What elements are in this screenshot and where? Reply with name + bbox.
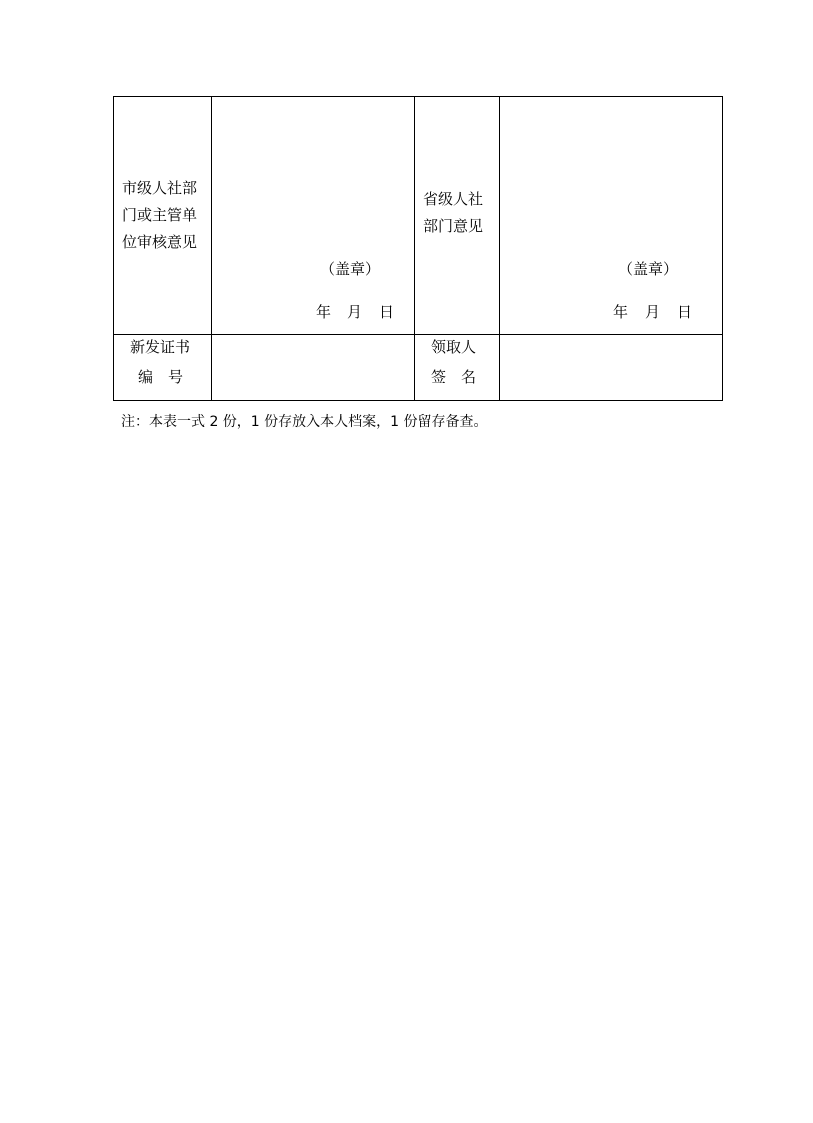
city-opinion-label-line-2: 门或主管单 [122, 206, 198, 224]
city-opinion-month: 月 [347, 303, 363, 321]
table-top-border [113, 96, 723, 97]
city-opinion-label-line-1: 市级人社部 [122, 179, 198, 197]
review-form-table [113, 96, 723, 401]
recipient-signature-label-line-1: 领取人 [431, 338, 477, 356]
table-column-divider-2 [414, 96, 415, 401]
city-opinion-year: 年 [316, 303, 332, 321]
new-certificate-value-field[interactable] [212, 335, 414, 400]
province-opinion-label-line-1: 省级人社 [423, 190, 484, 208]
new-certificate-label-line-1: 新发证书 [130, 338, 191, 356]
table-left-border [113, 96, 114, 401]
province-opinion-label-line-2: 部门意见 [423, 217, 484, 235]
recipient-signature-label-line-2: 签 名 [431, 368, 477, 386]
city-opinion-seal: （盖章） [320, 260, 381, 278]
city-opinion-day: 日 [379, 303, 395, 321]
table-right-border [722, 96, 723, 401]
table-bottom-border [113, 400, 723, 401]
province-opinion-year: 年 [613, 303, 629, 321]
new-certificate-label-line-2: 编 号 [138, 368, 184, 386]
recipient-signature-field[interactable] [500, 335, 722, 400]
province-opinion-month: 月 [645, 303, 661, 321]
form-note: 注：本表一式 2 份，1 份存放入本人档案，1 份留存备查。 [121, 414, 488, 430]
province-opinion-seal: （盖章） [618, 260, 679, 278]
city-opinion-label-line-3: 位审核意见 [122, 233, 198, 251]
province-opinion-day: 日 [677, 303, 693, 321]
